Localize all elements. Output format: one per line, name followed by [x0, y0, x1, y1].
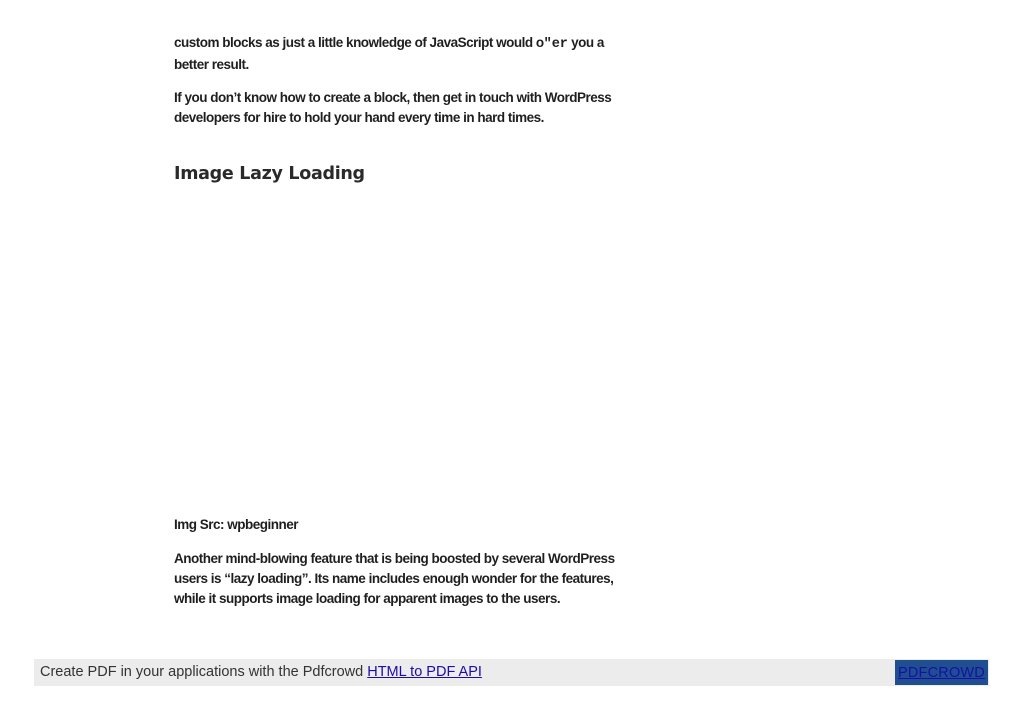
pdfcrowd-button[interactable]: [895, 660, 988, 685]
article-image: [174, 200, 619, 510]
pdfcrowd-footer: [34, 659, 989, 686]
image-caption: Img Src: wpbeginner: [174, 517, 299, 532]
paragraph-text: you a better result.: [174, 35, 604, 72]
pdfcrowd-button-label[interactable]: PDFCROWD: [898, 664, 985, 681]
footer-text: [40, 664, 482, 681]
footer-message: Create PDF in your applications with the Pdfcrowd: [40, 664, 368, 680]
paragraph-custom-blocks: [174, 33, 619, 75]
html-to-pdf-api-link[interactable]: HTML to PDF API: [367, 664, 482, 680]
paragraph-lazy-loading: Another mind-blowing feature that is being boosted by several WordPress users is “lazy loading”. Its name includes enough wonder for the features, while it supports image loading for apparent images to the users.: [174, 551, 615, 606]
paragraph-get-in-touch: If you don’t know how to create a block, then get in touch with WordPress developers for hire to hold your hand every time in hard times.: [174, 90, 612, 125]
paragraph-text: custom blocks as just a little knowledge of JavaScript would o: [174, 35, 544, 50]
section-heading: Image Lazy Loading: [174, 164, 365, 184]
ligature-glyph: "er: [543, 37, 568, 52]
